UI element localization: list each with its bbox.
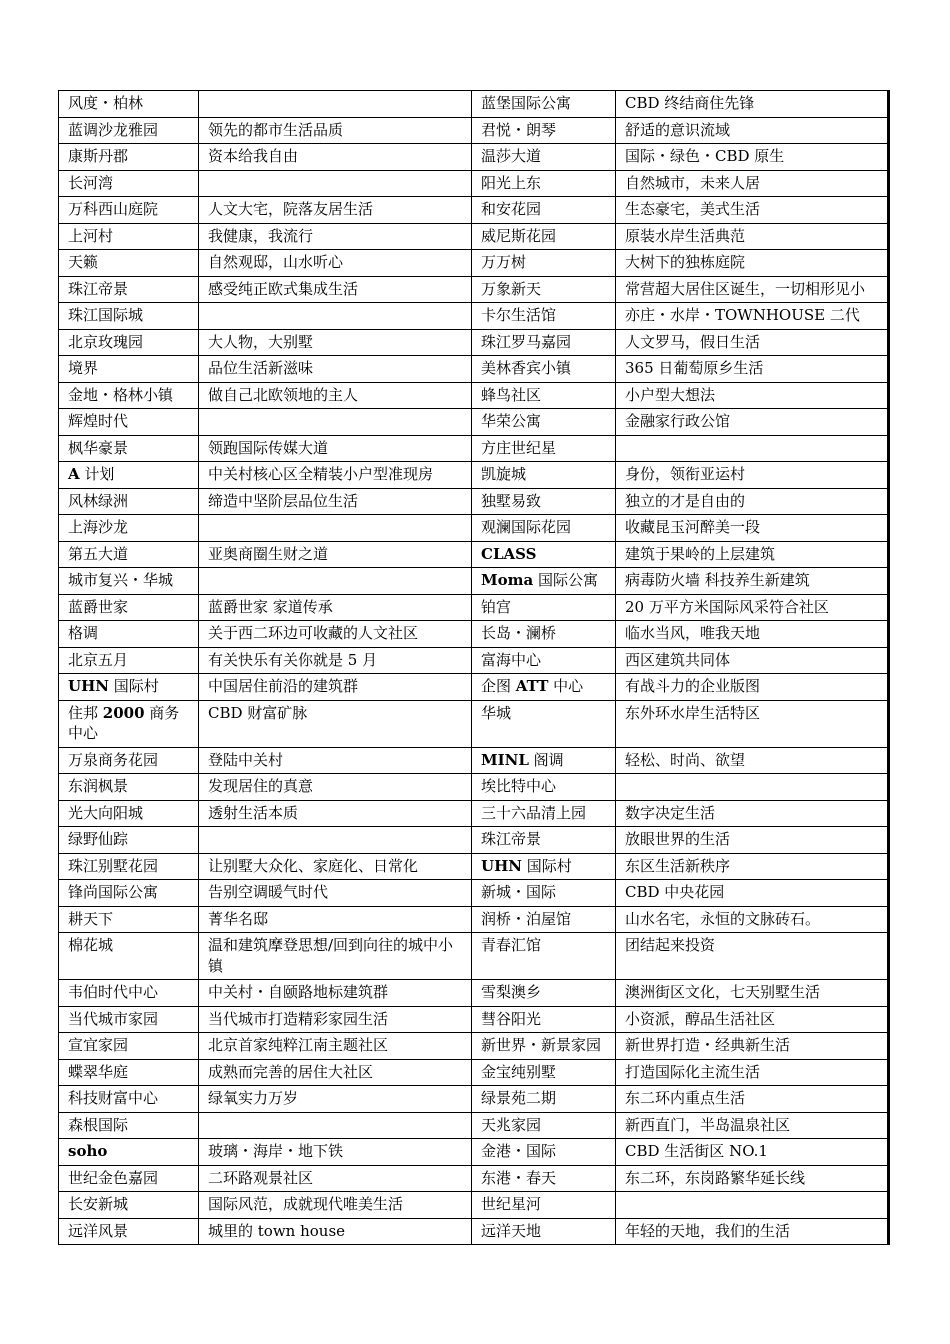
project-name-cell: 万万树 [472, 250, 616, 277]
project-name-cell: 阳光上东 [472, 170, 616, 197]
slogan-cell: 中关村・自颐路地标建筑群 [199, 980, 472, 1007]
project-name-cell: 城市复兴・华城 [59, 568, 199, 595]
slogan-cell: 常营超大居住区诞生，一切相形见小 [616, 276, 890, 303]
project-name-cell: 埃比特中心 [472, 774, 616, 801]
slogan-cell: 发现居住的真意 [199, 774, 472, 801]
project-name-cell: 珠江别墅花园 [59, 853, 199, 880]
slogan-cell: 温和建筑摩登思想/回到向往的城中小镇 [199, 933, 472, 980]
project-name-cell: UHN 国际村 [59, 674, 199, 701]
slogan-cell: 人文大宅，院落友居生活 [199, 197, 472, 224]
project-name-cell: 天籁 [59, 250, 199, 277]
slogan-cell: 大树下的独栋庭院 [616, 250, 890, 277]
slogan-cell: 轻松、时尚、欲望 [616, 747, 890, 774]
project-name-cell: 宣宜家园 [59, 1033, 199, 1060]
slogan-cell: 国际・绿色・CBD 原生 [616, 144, 890, 171]
slogan-cell: CBD 财富矿脉 [199, 700, 472, 747]
table-row [59, 329, 890, 356]
table-row [59, 303, 890, 330]
table-row [59, 170, 890, 197]
slogan-cell [616, 774, 890, 801]
project-name-cell: 金港・国际 [472, 1139, 616, 1166]
slogan-cell: 蓝爵世家 家道传承 [199, 594, 472, 621]
slogan-cell: 登陆中关村 [199, 747, 472, 774]
slogan-cell: 告别空调暖气时代 [199, 880, 472, 907]
project-name-cell: 风林绿洲 [59, 488, 199, 515]
project-name-cell: 绿景苑二期 [472, 1086, 616, 1113]
slogan-cell: 缔造中坚阶层品位生活 [199, 488, 472, 515]
table-row [59, 1112, 890, 1139]
slogan-cell [616, 1192, 890, 1219]
slogan-cell [199, 170, 472, 197]
project-name-cell: soho [59, 1139, 199, 1166]
project-name-cell: 和安花园 [472, 197, 616, 224]
project-name-cell: 远洋天地 [472, 1218, 616, 1245]
slogan-cell: 西区建筑共同体 [616, 647, 890, 674]
project-name-cell: 东润枫景 [59, 774, 199, 801]
project-name-cell: 独墅易致 [472, 488, 616, 515]
slogan-cell: 我健康，我流行 [199, 223, 472, 250]
project-name-cell: 耕天下 [59, 906, 199, 933]
slogan-cell: 当代城市打造精彩家园生活 [199, 1006, 472, 1033]
table-row [59, 674, 890, 701]
slogan-cell: 新西直门，半岛温泉社区 [616, 1112, 890, 1139]
project-name-cell: 绿野仙踪 [59, 827, 199, 854]
table-row [59, 1059, 890, 1086]
project-name-cell: 珠江国际城 [59, 303, 199, 330]
project-name-cell: 风度・柏林 [59, 91, 199, 118]
table-row [59, 541, 890, 568]
slogan-cell: 澳洲街区文化，七天别墅生活 [616, 980, 890, 1007]
project-name-cell: 威尼斯花园 [472, 223, 616, 250]
project-name-cell: 蝶翠华庭 [59, 1059, 199, 1086]
table-row [59, 980, 890, 1007]
slogan-cell: 有关快乐有关你就是 5 月 [199, 647, 472, 674]
table-row [59, 462, 890, 489]
slogan-cell: 收藏昆玉河醉美一段 [616, 515, 890, 542]
slogan-cell [199, 409, 472, 436]
slogan-cell: CBD 终结商住先锋 [616, 91, 890, 118]
slogan-cell: 菁华名邸 [199, 906, 472, 933]
slogan-cell: 病毒防火墙 科技养生新建筑 [616, 568, 890, 595]
project-name-cell: 珠江罗马嘉园 [472, 329, 616, 356]
slogan-cell [199, 515, 472, 542]
table-row [59, 117, 890, 144]
project-name-cell: 韦伯时代中心 [59, 980, 199, 1007]
project-name-cell: 长岛・澜桥 [472, 621, 616, 648]
project-name-cell: 三十六品清上园 [472, 800, 616, 827]
slogan-cell: 临水当风，唯我天地 [616, 621, 890, 648]
project-name-cell: 康斯丹郡 [59, 144, 199, 171]
slogan-cell: 成熟而完善的居住大社区 [199, 1059, 472, 1086]
project-name-cell: 新城・国际 [472, 880, 616, 907]
slogan-cell: 身份，领衔亚运村 [616, 462, 890, 489]
slogan-cell: 365 日葡萄原乡生活 [616, 356, 890, 383]
table-row [59, 91, 890, 118]
project-name-cell: 企图 ATT 中心 [472, 674, 616, 701]
project-name-cell: 天兆家园 [472, 1112, 616, 1139]
table-row [59, 1086, 890, 1113]
project-name-cell: 远洋风景 [59, 1218, 199, 1245]
project-name-cell: 枫华豪景 [59, 435, 199, 462]
project-name-cell: 观澜国际花园 [472, 515, 616, 542]
table-row [59, 747, 890, 774]
slogan-cell: 亦庄・水岸・TOWNHOUSE 二代 [616, 303, 890, 330]
slogan-cell [199, 303, 472, 330]
table-row [59, 880, 890, 907]
slogan-cell [199, 91, 472, 118]
project-name-cell: 上河村 [59, 223, 199, 250]
slogan-cell: 做自己北欧领地的主人 [199, 382, 472, 409]
project-name-cell: 北京五月 [59, 647, 199, 674]
slogan-cell: 数字决定生活 [616, 800, 890, 827]
slogan-cell: 玻璃・海岸・地下铁 [199, 1139, 472, 1166]
project-name-cell: 金宝纯别墅 [472, 1059, 616, 1086]
table-row [59, 1218, 890, 1245]
project-name-cell: 蜂鸟社区 [472, 382, 616, 409]
slogan-cell: 独立的才是自由的 [616, 488, 890, 515]
slogan-cell: 东二环，东岗路繁华延长线 [616, 1165, 890, 1192]
table-row [59, 1192, 890, 1219]
project-name-cell: 金地・格林小镇 [59, 382, 199, 409]
project-name-cell: 格调 [59, 621, 199, 648]
slogan-cell: 团结起来投资 [616, 933, 890, 980]
project-name-cell: 万科西山庭院 [59, 197, 199, 224]
slogan-cell: 放眼世界的生活 [616, 827, 890, 854]
project-name-cell: 世纪金色嘉园 [59, 1165, 199, 1192]
project-name-cell: 富海中心 [472, 647, 616, 674]
table-row [59, 827, 890, 854]
project-name-cell: 美林香宾小镇 [472, 356, 616, 383]
project-name-cell: 北京玫瑰园 [59, 329, 199, 356]
slogan-cell: 透射生活本质 [199, 800, 472, 827]
table-row [59, 1139, 890, 1166]
slogan-cell: 建筑于果岭的上层建筑 [616, 541, 890, 568]
slogan-cell: 小户型大想法 [616, 382, 890, 409]
project-name-cell: 新世界・新景家园 [472, 1033, 616, 1060]
project-name-cell: 第五大道 [59, 541, 199, 568]
slogan-cell: 小资派，醇品生活社区 [616, 1006, 890, 1033]
project-name-cell: 万象新天 [472, 276, 616, 303]
project-name-cell: 方庄世纪星 [472, 435, 616, 462]
table-row [59, 356, 890, 383]
project-name-cell: 棉花城 [59, 933, 199, 980]
table-row [59, 906, 890, 933]
slogan-cell: 二环路观景社区 [199, 1165, 472, 1192]
table-row [59, 144, 890, 171]
table-row [59, 515, 890, 542]
table-row [59, 409, 890, 436]
project-name-cell: 锋尚国际公寓 [59, 880, 199, 907]
slogan-cell: 金融家行政公馆 [616, 409, 890, 436]
slogan-cell [199, 1112, 472, 1139]
slogan-cell: 年轻的天地，我们的生活 [616, 1218, 890, 1245]
slogan-cell: 北京首家纯粹江南主题社区 [199, 1033, 472, 1060]
slogan-cell: 中关村核心区全精装小户型准现房 [199, 462, 472, 489]
slogan-cell: 生态豪宅，美式生活 [616, 197, 890, 224]
project-name-cell: 境界 [59, 356, 199, 383]
project-name-cell: 青春汇馆 [472, 933, 616, 980]
table-row [59, 700, 890, 747]
table-row [59, 853, 890, 880]
project-name-cell: A 计划 [59, 462, 199, 489]
project-name-cell: 蓝调沙龙雅园 [59, 117, 199, 144]
slogan-cell: 大人物，大别墅 [199, 329, 472, 356]
slogan-cell [199, 568, 472, 595]
slogan-cell: 人文罗马，假日生活 [616, 329, 890, 356]
project-name-cell: CLASS [472, 541, 616, 568]
slogan-cell: 让别墅大众化、家庭化、日常化 [199, 853, 472, 880]
project-name-cell: 世纪星河 [472, 1192, 616, 1219]
table-row [59, 933, 890, 980]
slogan-cell: 中国居住前沿的建筑群 [199, 674, 472, 701]
table-row [59, 1033, 890, 1060]
project-name-cell: 珠江帝景 [472, 827, 616, 854]
project-name-cell: 森根国际 [59, 1112, 199, 1139]
slogan-cell: 新世界打造・经典新生活 [616, 1033, 890, 1060]
slogan-cell: 城里的 town house [199, 1218, 472, 1245]
project-name-cell: Moma 国际公寓 [472, 568, 616, 595]
slogan-cell: 打造国际化主流生活 [616, 1059, 890, 1086]
project-name-cell: 彗谷阳光 [472, 1006, 616, 1033]
project-name-cell: 光大向阳城 [59, 800, 199, 827]
table-row [59, 488, 890, 515]
slogan-cell: 绿氧实力万岁 [199, 1086, 472, 1113]
project-name-cell: 铂宫 [472, 594, 616, 621]
slogan-cell: CBD 中央花园 [616, 880, 890, 907]
project-name-cell: 雪梨澳乡 [472, 980, 616, 1007]
slogan-cell: 品位生活新滋味 [199, 356, 472, 383]
project-name-cell: 科技财富中心 [59, 1086, 199, 1113]
table-row [59, 594, 890, 621]
table-row [59, 382, 890, 409]
slogan-cell: CBD 生活街区 NO.1 [616, 1139, 890, 1166]
project-name-cell: 华城 [472, 700, 616, 747]
slogan-cell: 有战斗力的企业版图 [616, 674, 890, 701]
table-right-edge [887, 90, 889, 1245]
table-row [59, 435, 890, 462]
table-row [59, 800, 890, 827]
table-row [59, 1165, 890, 1192]
slogan-cell [616, 435, 890, 462]
slogan-cell: 舒适的意识流域 [616, 117, 890, 144]
project-name-cell: 住邦 2000 商务中心 [59, 700, 199, 747]
project-name-cell: 润桥・泊屋馆 [472, 906, 616, 933]
project-name-cell: 上海沙龙 [59, 515, 199, 542]
slogan-cell: 资本给我自由 [199, 144, 472, 171]
table-row [59, 621, 890, 648]
project-name-cell: 当代城市家园 [59, 1006, 199, 1033]
slogan-cell: 关于西二环边可收藏的人文社区 [199, 621, 472, 648]
project-name-cell: 长安新城 [59, 1192, 199, 1219]
slogan-cell: 东区生活新秩序 [616, 853, 890, 880]
project-name-cell: 长河湾 [59, 170, 199, 197]
document-page [58, 90, 890, 1245]
project-name-cell: 珠江帝景 [59, 276, 199, 303]
project-name-cell: 凯旋城 [472, 462, 616, 489]
slogan-cell: 领先的都市生活品质 [199, 117, 472, 144]
project-name-cell: 万泉商务花园 [59, 747, 199, 774]
table-row [59, 197, 890, 224]
slogan-cell: 山水名宅，永恒的文脉砖石。 [616, 906, 890, 933]
table-row [59, 1006, 890, 1033]
project-name-cell: 华荣公寓 [472, 409, 616, 436]
project-name-cell: 蓝堡国际公寓 [472, 91, 616, 118]
slogan-cell: 国际风范，成就现代唯美生活 [199, 1192, 472, 1219]
project-name-cell: 蓝爵世家 [59, 594, 199, 621]
slogan-cell: 20 万平方米国际风采符合社区 [616, 594, 890, 621]
slogan-cell [199, 827, 472, 854]
project-slogan-table [58, 90, 890, 1245]
slogan-cell: 自然观邸，山水听心 [199, 250, 472, 277]
project-name-cell: 辉煌时代 [59, 409, 199, 436]
table-body [59, 91, 890, 1245]
slogan-cell: 领跑国际传媒大道 [199, 435, 472, 462]
table-row [59, 568, 890, 595]
project-name-cell: 君悦・朗琴 [472, 117, 616, 144]
project-name-cell: 卡尔生活馆 [472, 303, 616, 330]
slogan-cell: 东外环水岸生活特区 [616, 700, 890, 747]
project-name-cell: 温莎大道 [472, 144, 616, 171]
slogan-cell: 自然城市，未来人居 [616, 170, 890, 197]
table-row [59, 223, 890, 250]
table-row [59, 774, 890, 801]
table-row [59, 276, 890, 303]
table-row [59, 647, 890, 674]
project-name-cell: UHN 国际村 [472, 853, 616, 880]
project-name-cell: 东港・春天 [472, 1165, 616, 1192]
slogan-cell: 东二环内重点生活 [616, 1086, 890, 1113]
slogan-cell: 亚奥商圈生财之道 [199, 541, 472, 568]
project-name-cell: MINL 阁调 [472, 747, 616, 774]
slogan-cell: 原装水岸生活典范 [616, 223, 890, 250]
slogan-cell: 感受纯正欧式集成生活 [199, 276, 472, 303]
table-row [59, 250, 890, 277]
